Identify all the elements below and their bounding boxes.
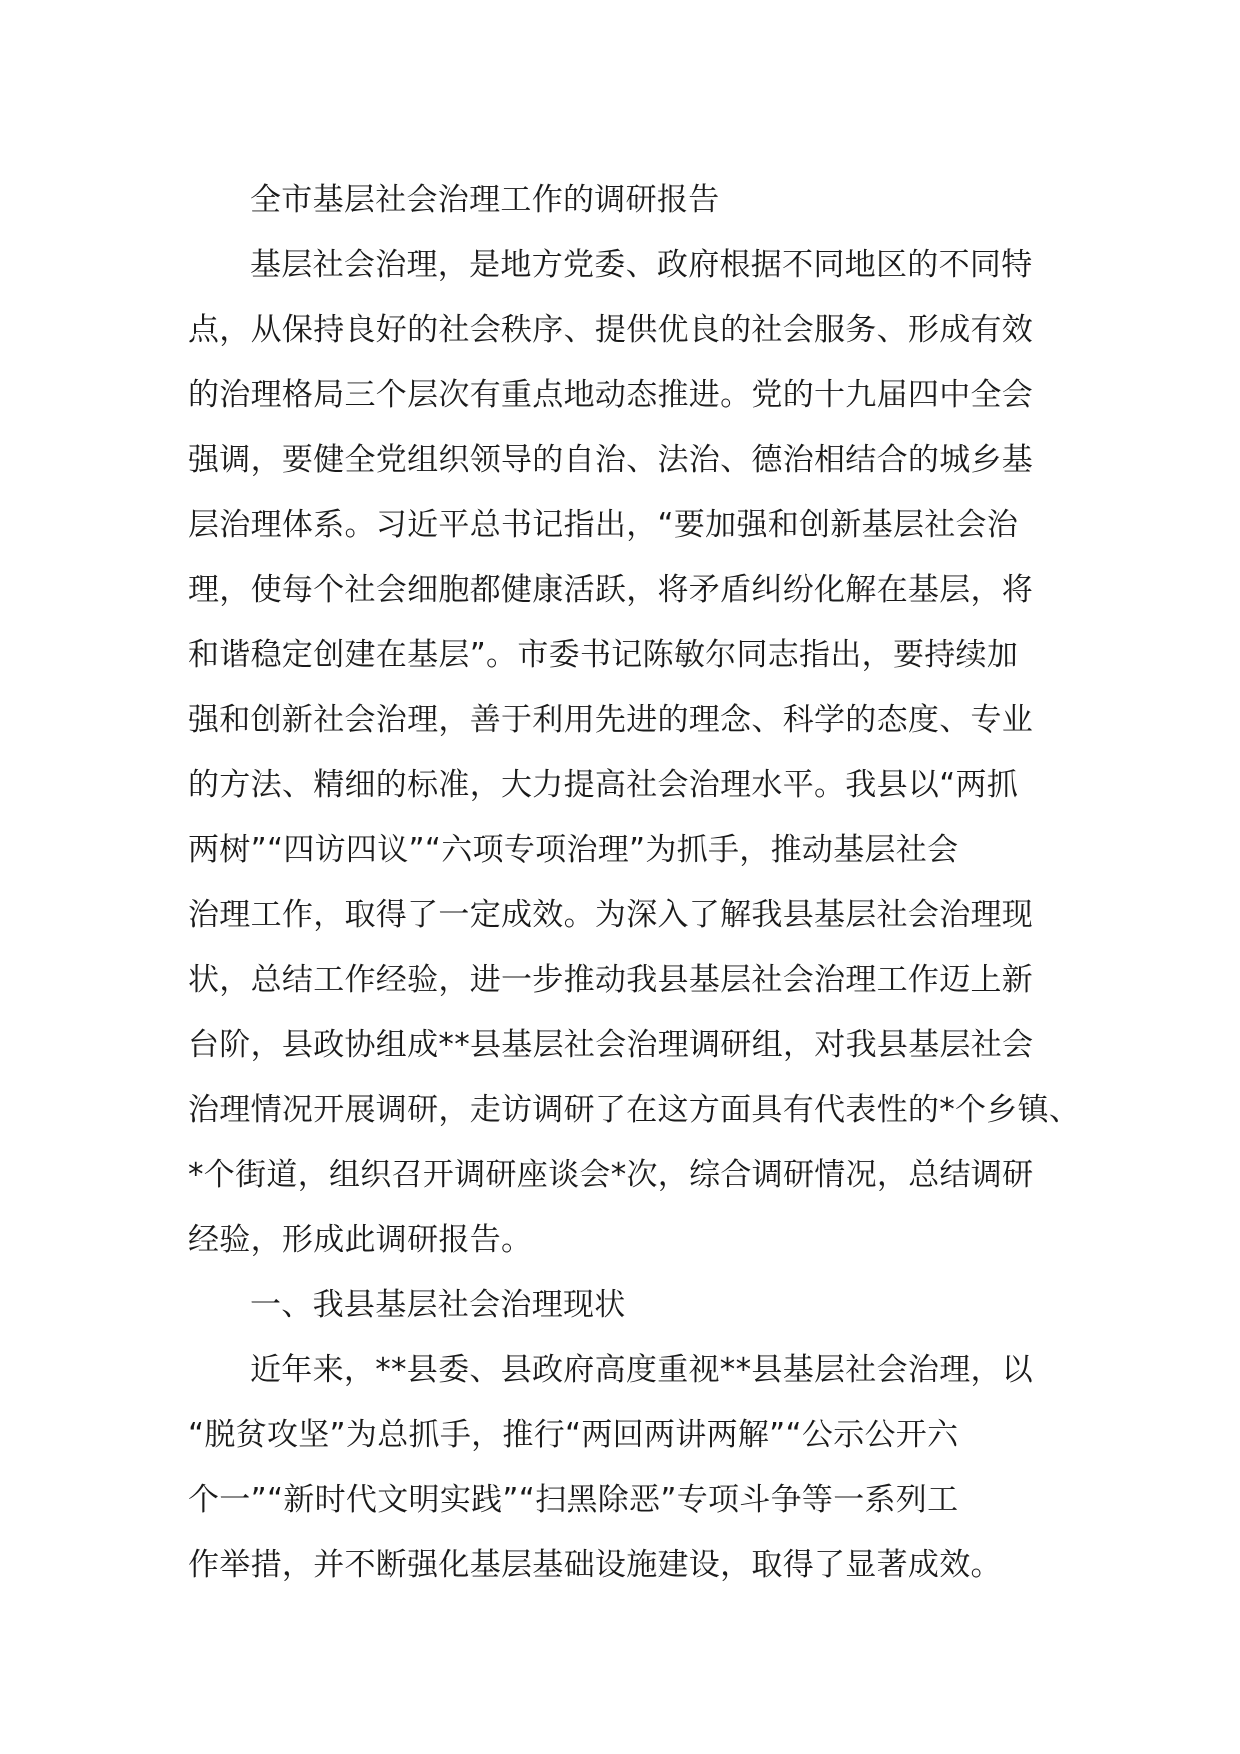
paragraph-line: 两树”“四访四议”“六项专项治理”为抓手，推动基层社会 <box>188 832 959 868</box>
paragraph-status <box>188 1338 1058 1598</box>
paragraph-intro <box>188 233 1081 1273</box>
paragraph-line: 台阶，县政协组成**县基层社会治理调研组，对我县基层社会 <box>188 1027 1034 1063</box>
paragraph-line: 治理情况开展调研，走访调研了在这方面具有代表性的*个乡镇、 <box>188 1092 1081 1128</box>
paragraph-line: 强和创新社会治理，善于利用先进的理念、科学的态度、专业 <box>188 702 1034 738</box>
paragraph-line: 点，从保持良好的社会秩序、提供优良的社会服务、形成有效 <box>188 312 1034 348</box>
section-heading: 一、我县基层社会治理现状 <box>250 1287 626 1323</box>
paragraph-line: 治理工作，取得了一定成效。为深入了解我县基层社会治理现 <box>188 897 1034 933</box>
paragraph-line: *个街道，组织召开调研座谈会*次，综合调研情况，总结调研 <box>188 1157 1034 1193</box>
paragraph-line: 经验，形成此调研报告。 <box>188 1222 533 1258</box>
document-body <box>188 168 1081 1598</box>
paragraph-line: 基层社会治理，是地方党委、政府根据不同地区的不同特 <box>250 247 1033 283</box>
paragraph-line: “脱贫攻坚”为总抓手，推行“两回两讲两解”“公示公开六 <box>188 1417 959 1453</box>
paragraph-line: 和谐稳定创建在基层”。市委书记陈敏尔同志指出，要持续加 <box>188 637 1019 673</box>
document-title: 全市基层社会治理工作的调研报告 <box>250 182 720 218</box>
paragraph-line: 的治理格局三个层次有重点地动态推进。党的十九届四中全会 <box>188 377 1034 413</box>
paragraph-line: 状，总结工作经验，进一步推动我县基层社会治理工作迈上新 <box>188 962 1034 998</box>
paragraph-line: 强调，要健全党组织领导的自治、法治、德治相结合的城乡基 <box>188 442 1034 478</box>
paragraph-line: 作举措，并不断强化基层基础设施建设，取得了显著成效。 <box>188 1547 1002 1583</box>
paragraph-line: 个一”“新时代文明实践”“扫黑除恶”专项斗争等一系列工 <box>188 1482 959 1518</box>
paragraph-line: 近年来，**县委、县政府高度重视**县基层社会治理，以 <box>250 1352 1034 1388</box>
paragraph-line: 层治理体系。习近平总书记指出，“要加强和创新基层社会治 <box>188 507 1019 543</box>
paragraph-line: 理，使每个社会细胞都健康活跃，将矛盾纠纷化解在基层，将 <box>188 572 1034 608</box>
paragraph-line: 的方法、精细的标准，大力提高社会治理水平。我县以“两抓 <box>188 767 1019 803</box>
